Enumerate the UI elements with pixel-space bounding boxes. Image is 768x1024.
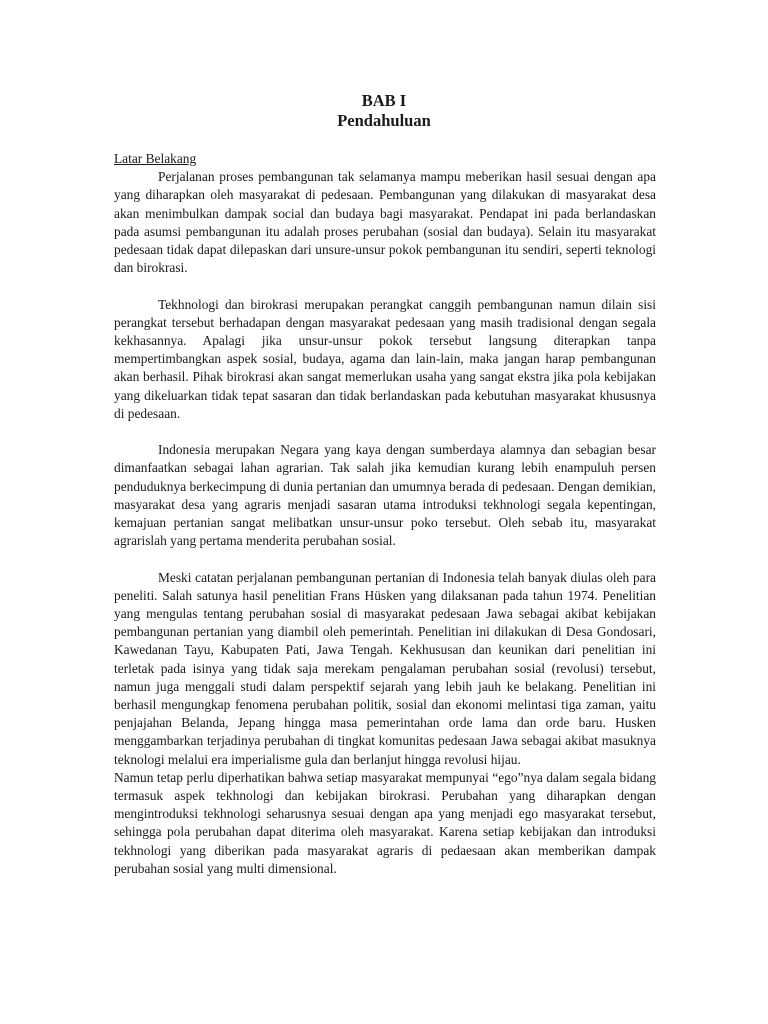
chapter-label: BAB I — [361, 91, 407, 110]
paragraph-2: Tekhnologi dan birokrasi merupakan perangkat canggih pembangunan namun dilain sisi perangkat tersebut berhadapan dengan masyarakat pedesaan yang masih tradisional dengan segala kekhasannya. Apalagi jika unsur-unsur pokok tersebut langsung diterapkan tanpa mempertimbangkan aspek sosial, budaya, agama dan lain-lain, maka jangan harap pembangunan akan berhasil. Pihak birokrasi akan sangat memerlukan usaha yang sangat ekstra jika pola kebijakan yang dikeluarkan tidak tepat sasaran dan tidak berlandaskan pada kebutuhan masyarakat khususnya di pedesaan. — [114, 296, 656, 421]
paragraph-1: Perjalanan proses pembangunan tak selamanya mampu meberikan hasil sesuai dengan apa yang diharapkan oleh masyarakat di pedesaan. Pembangunan yang dilakukan di masyarakat desa akan menimbulkan dampak social dan budaya bagi masyarakat. Pendapat ini pada berlandaskan pada asumsi pembangunan itu adalah proses perubahan (sosial dan budaya). Selain itu masyarakat pedesaan tidak dapat dilepaskan dari unsure-unsur pokok pembangunan itu sendiri, seperti teknologi dan birokrasi. — [114, 169, 656, 276]
paragraph-4: Meski catatan perjalanan pembangunan pertanian di Indonesia telah banyak diulas oleh para peneliti. Salah satunya hasil penelitian Frans Hüsken yang dilaksanan pada tahun 1974. Penelitian yang mengulas tentang perubahan sosial di masyarakat pedesaan Jawa sebagai akibat kebijakan pembangunan pertanian yang diambil oleh pemerintah. Penelitian ini dilakukan di Desa Gondosari, Kawedanan Tayu, Kabupaten Pati, Jawa Tengah. Kekhususan dan keunikan dari penelitian ini terletak pada isinya yang tidak saja merekam pengalaman perubahan sosial (revolusi) tersebut, namun juga menggali studi dalam perspektif sejarah yang lebih jauh ke belakang. Penelitian ini berhasil mengungkap fenomena perubahan politik, sosial dan ekonomi melintasi tiga zaman, yaitu penjajahan Belanda, Jepang hingga masa pemerintahan orde lama dan orde baru. Husken menggambarkan terjadinya perubahan di tingkat komunitas pedesaan Jawa sebagai akibat masuknya teknologi melalui era imperialisme gula dan berlanjut hingga revolusi hijau. — [114, 569, 656, 767]
section-heading: Latar Belakang — [114, 151, 197, 166]
chapter-title: Pendahuluan — [337, 111, 431, 130]
document-body — [114, 150, 656, 878]
paragraph-3: Indonesia merupakan Negara yang kaya dengan sumberdaya alamnya dan sebagian besar dimanfaatkan sebagai lahan agrarian. Tak salah jika kemudian kurang lebih enampuluh persen penduduknya berkecimpung di dunia pertanian dan umumnya berada di pedesaan. Dengan demikian, masyarakat desa yang agraris menjadi sasaran utama introduksi tekhnologi segala kepentingan, kemajuan pertanian sangat melibatkan unsur-unsur poko tersebut. Oleh sebab itu, masyarakat agrarislah yang pertama menderita perubahan sosial. — [114, 442, 656, 549]
paragraph-5: Namun tetap perlu diperhatikan bahwa setiap masyarakat mempunyai “ego”nya dalam segala bidang termasuk aspek tekhnologi dan kebijakan birokrasi. Perubahan yang diharapkan dengan mengintroduksi tekhnologi seharusnya sesuai dengan apa yang menjadi ego masyarakat tersebut, sehingga pola perubahan dapat diterima oleh masyarakat. Karena setiap kebijakan dan introduksi tekhnologi yang diberikan pada masyarakat agraris di pedaesaan akan memberikan dampak perubahan sosial yang multi dimensional. — [114, 769, 656, 876]
